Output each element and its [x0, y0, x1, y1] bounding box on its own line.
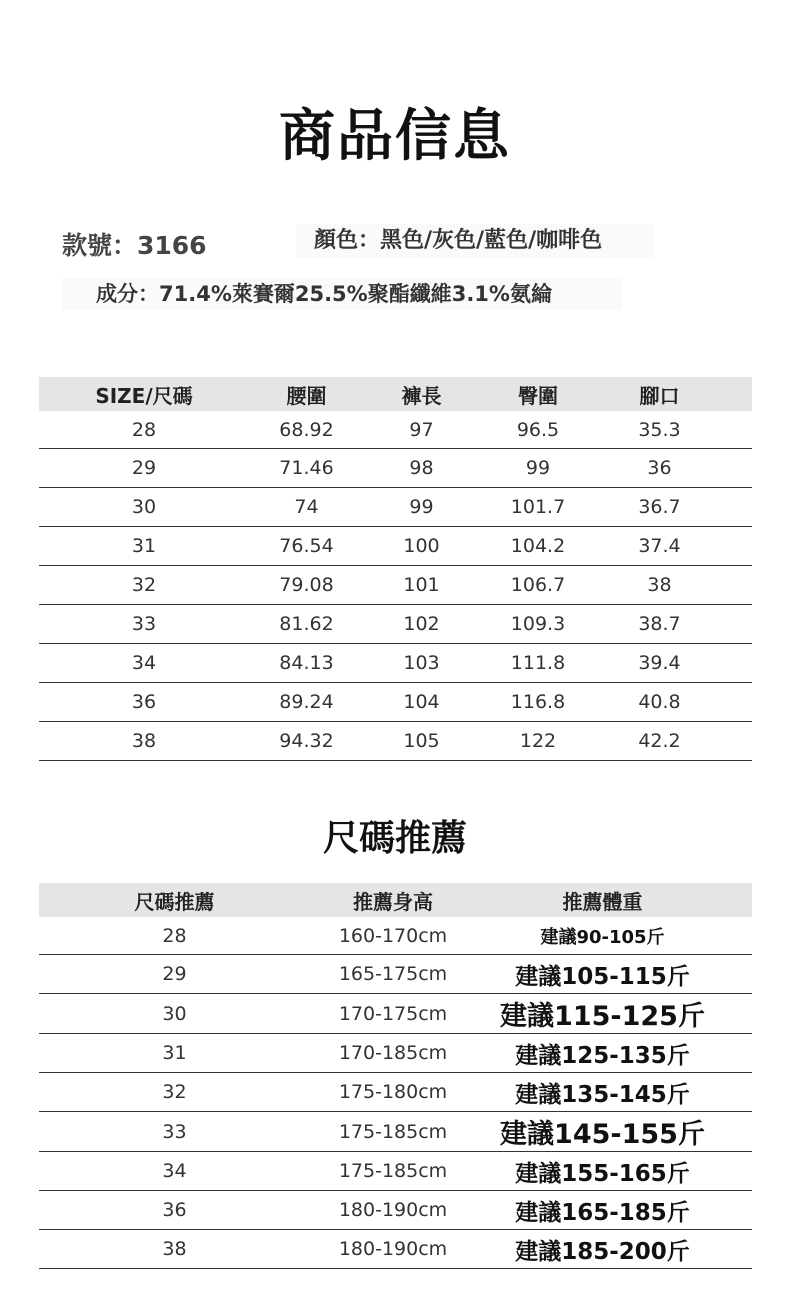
table-row — [39, 1034, 752, 1073]
header-rec-size: 尺碼推薦 — [39, 883, 310, 917]
color-options: 顏色：黑色/灰色/藍色/咖啡色 — [296, 224, 654, 258]
cell-spacer — [722, 605, 752, 644]
cell-spacer — [729, 917, 752, 955]
table-row — [39, 605, 752, 644]
cell-hem: 38.7 — [597, 605, 722, 644]
cell-rec-size: 34 — [39, 1152, 310, 1191]
cell-size: 31 — [39, 527, 249, 566]
cell-hem: 38 — [597, 566, 722, 605]
cell-spacer — [729, 1073, 752, 1112]
cell-hip: 109.3 — [479, 605, 597, 644]
cell-size: 29 — [39, 449, 249, 488]
cell-spacer — [722, 449, 752, 488]
cell-rec-height: 180-190cm — [310, 1191, 476, 1230]
rec-table-header — [39, 883, 752, 917]
cell-waist: 76.54 — [249, 527, 364, 566]
cell-rec-height: 160-170cm — [310, 917, 476, 955]
cell-rec-height: 180-190cm — [310, 1230, 476, 1269]
cell-rec-weight: 建議90-105斤 — [476, 917, 729, 955]
cell-hem: 36 — [597, 449, 722, 488]
cell-size: 38 — [39, 722, 249, 761]
table-row — [39, 1191, 752, 1230]
table-row — [39, 644, 752, 683]
header-rec-height: 推薦身高 — [310, 883, 476, 917]
table-row — [39, 1112, 752, 1152]
cell-rec-weight: 建議185-200斤 — [476, 1230, 729, 1269]
cell-size: 34 — [39, 644, 249, 683]
header-size: SIZE/尺碼 — [39, 377, 249, 411]
cell-rec-size: 31 — [39, 1034, 310, 1073]
table-row — [39, 449, 752, 488]
cell-rec-height: 165-175cm — [310, 955, 476, 994]
cell-length: 102 — [364, 605, 479, 644]
table-row — [39, 411, 752, 449]
cell-rec-weight: 建議105-115斤 — [476, 955, 729, 994]
cell-waist: 71.46 — [249, 449, 364, 488]
cell-rec-size: 38 — [39, 1230, 310, 1269]
cell-hem: 39.4 — [597, 644, 722, 683]
cell-length: 100 — [364, 527, 479, 566]
table-row — [39, 488, 752, 527]
cell-waist: 81.62 — [249, 605, 364, 644]
cell-spacer — [722, 411, 752, 449]
cell-length: 104 — [364, 683, 479, 722]
cell-rec-height: 170-185cm — [310, 1034, 476, 1073]
header-rec-weight: 推薦體重 — [476, 883, 729, 917]
cell-rec-weight: 建議165-185斤 — [476, 1191, 729, 1230]
cell-spacer — [722, 527, 752, 566]
section-title-size-recommendation: 尺碼推薦 — [322, 818, 467, 859]
header-hip: 臀圍 — [479, 377, 597, 411]
cell-rec-height: 170-175cm — [310, 994, 476, 1034]
cell-rec-weight: 建議125-135斤 — [476, 1034, 729, 1073]
cell-spacer — [722, 644, 752, 683]
table-row — [39, 566, 752, 605]
style-code: 款號：3166 — [62, 231, 207, 260]
cell-hem: 40.8 — [597, 683, 722, 722]
cell-rec-size: 33 — [39, 1112, 310, 1152]
cell-waist: 89.24 — [249, 683, 364, 722]
cell-spacer — [722, 683, 752, 722]
cell-spacer — [729, 1152, 752, 1191]
cell-spacer — [729, 1230, 752, 1269]
table-row — [39, 994, 752, 1034]
cell-spacer — [722, 722, 752, 761]
cell-waist: 79.08 — [249, 566, 364, 605]
cell-hip: 116.8 — [479, 683, 597, 722]
table-row — [39, 1152, 752, 1191]
table-row — [39, 955, 752, 994]
cell-hip: 99 — [479, 449, 597, 488]
cell-hip: 106.7 — [479, 566, 597, 605]
header-spacer — [729, 883, 752, 917]
cell-rec-weight: 建議115-125斤 — [476, 994, 729, 1034]
cell-hip: 101.7 — [479, 488, 597, 527]
cell-waist: 68.92 — [249, 411, 364, 449]
material-composition: 成分：71.4%萊賽爾25.5%聚酯纖維3.1%氨綸 — [62, 278, 622, 310]
cell-length: 97 — [364, 411, 479, 449]
cell-rec-weight: 建議155-165斤 — [476, 1152, 729, 1191]
cell-hip: 122 — [479, 722, 597, 761]
cell-waist: 84.13 — [249, 644, 364, 683]
cell-rec-size: 36 — [39, 1191, 310, 1230]
cell-hem: 36.7 — [597, 488, 722, 527]
header-waist: 腰圍 — [249, 377, 364, 411]
cell-length: 98 — [364, 449, 479, 488]
cell-hem: 42.2 — [597, 722, 722, 761]
cell-hip: 96.5 — [479, 411, 597, 449]
cell-hip: 111.8 — [479, 644, 597, 683]
cell-hem: 37.4 — [597, 527, 722, 566]
cell-rec-weight: 建議135-145斤 — [476, 1073, 729, 1112]
cell-rec-height: 175-185cm — [310, 1152, 476, 1191]
table-row — [39, 722, 752, 761]
page-title: 商品信息 — [279, 104, 511, 169]
cell-size: 36 — [39, 683, 249, 722]
cell-hip: 104.2 — [479, 527, 597, 566]
cell-spacer — [729, 994, 752, 1034]
cell-length: 103 — [364, 644, 479, 683]
table-row — [39, 683, 752, 722]
cell-waist: 74 — [249, 488, 364, 527]
cell-length: 101 — [364, 566, 479, 605]
cell-rec-size: 32 — [39, 1073, 310, 1112]
cell-size: 33 — [39, 605, 249, 644]
cell-rec-weight: 建議145-155斤 — [476, 1112, 729, 1152]
size-recommendation-table — [39, 883, 752, 1269]
header-length: 褲長 — [364, 377, 479, 411]
cell-spacer — [722, 488, 752, 527]
cell-hem: 35.3 — [597, 411, 722, 449]
cell-length: 105 — [364, 722, 479, 761]
table-row — [39, 917, 752, 955]
cell-spacer — [729, 955, 752, 994]
cell-rec-size: 29 — [39, 955, 310, 994]
cell-spacer — [729, 1191, 752, 1230]
cell-waist: 94.32 — [249, 722, 364, 761]
table-row — [39, 527, 752, 566]
table-row — [39, 1230, 752, 1269]
cell-spacer — [729, 1034, 752, 1073]
cell-spacer — [729, 1112, 752, 1152]
table-row — [39, 1073, 752, 1112]
cell-rec-height: 175-185cm — [310, 1112, 476, 1152]
size-table-header — [39, 377, 752, 411]
size-chart-table — [39, 377, 752, 761]
cell-size: 28 — [39, 411, 249, 449]
cell-rec-height: 175-180cm — [310, 1073, 476, 1112]
cell-rec-size: 28 — [39, 917, 310, 955]
header-hem: 腳口 — [597, 377, 722, 411]
header-spacer — [722, 377, 752, 411]
cell-size: 30 — [39, 488, 249, 527]
cell-spacer — [722, 566, 752, 605]
cell-length: 99 — [364, 488, 479, 527]
cell-rec-size: 30 — [39, 994, 310, 1034]
cell-size: 32 — [39, 566, 249, 605]
